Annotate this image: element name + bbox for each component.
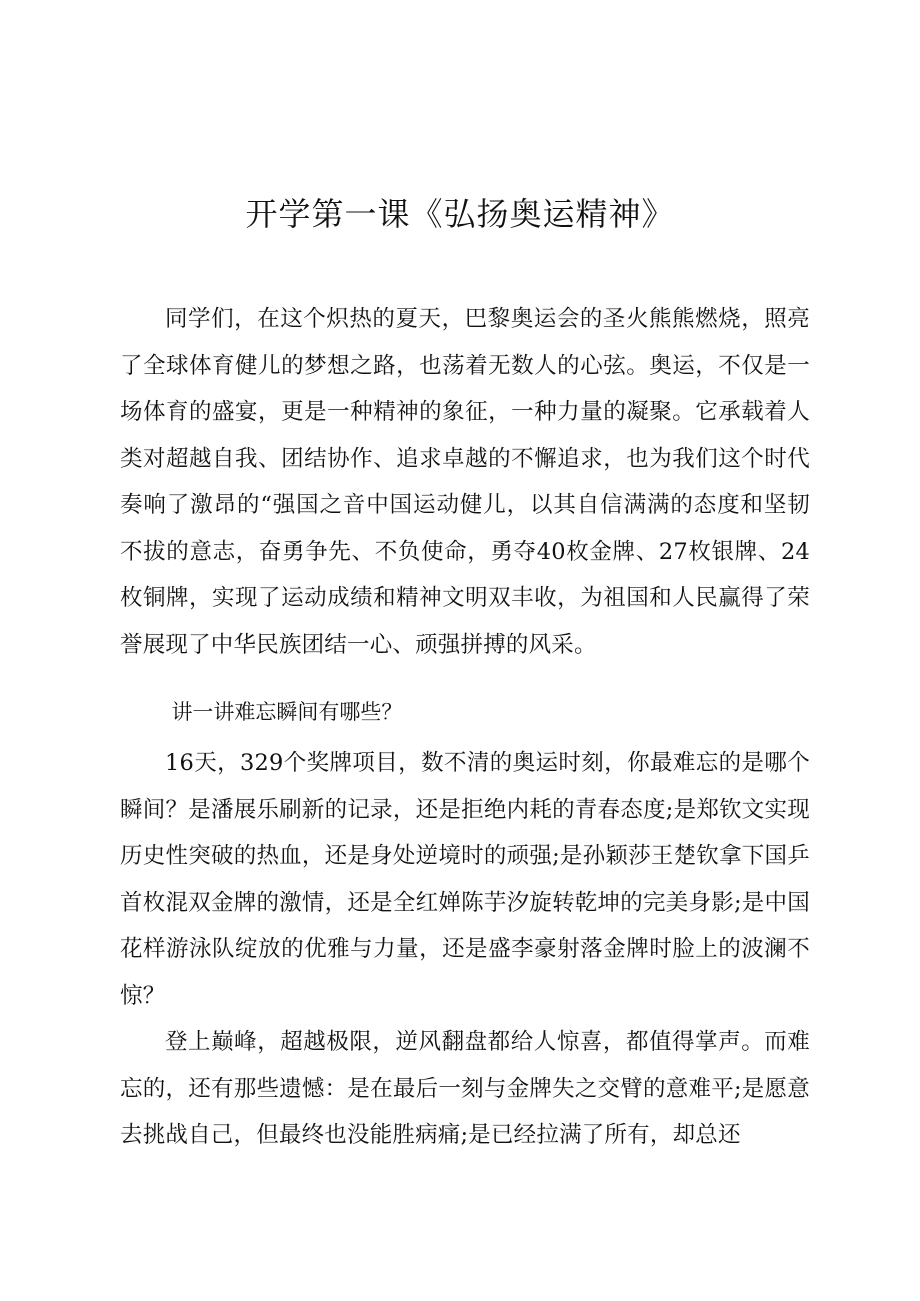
page-title: 开学第一课《弘扬奥运精神》: [245, 195, 675, 233]
section-paragraph-regrets: 登上巅峰，超越极限，逆风翻盘都给人惊喜，都值得掌声。而难忘的，还有那些遗憾：是在最后一刻与金牌失之交臂的意难平;是愿意去挑战自己，但最终也没能胜病痛;是已经拉满了所有，却总还: [120, 1029, 810, 1148]
intro-paragraph: 同学们，在这个炽热的夏天，巴黎奥运会的圣火熊熊燃烧，照亮了全球体育健儿的梦想之路，也荡着无数人的心弦。奥运，不仅是一场体育的盛宴，更是一种精神的象征，一种力量的凝聚。它承载着人类对超越自我、团结协作、追求卓越的不懈追求，也为我们这个时代奏响了激昂的“强国之音中国运动健儿，以其自信满满的态度和坚韧不拔的意志，奋勇争先、不负使命，勇夺40枚金牌、27枚银牌、24枚铜牌，实现了运动成绩和精神文明双丰收，为祖国和人民赢得了荣誉展现了中华民族团结一心、顽强拼搏的风采。: [120, 306, 810, 658]
paragraph-spacer: [120, 668, 810, 678]
section-paragraph-moments: 16天，329个奖牌项目，数不清的奥运时刻，你最难忘的是哪个瞬间？是潘展乐刷新的记录，还是拒绝内耗的青春态度;是郑钦文实现历史性突破的热血，还是身处逆境时的顽强;是孙颖莎王楚钦拿下国乒首枚混双金牌的激情，还是全红婵陈芋汐旋转乾坤的完美身影;是中国花样游泳队绽放的优雅与力量，还是盛李豪射落金牌时脸上的波澜不惊？: [120, 750, 810, 1009]
document-body: [120, 296, 810, 1159]
section-heading: 讲一讲难忘瞬间有哪些？: [171, 700, 403, 724]
